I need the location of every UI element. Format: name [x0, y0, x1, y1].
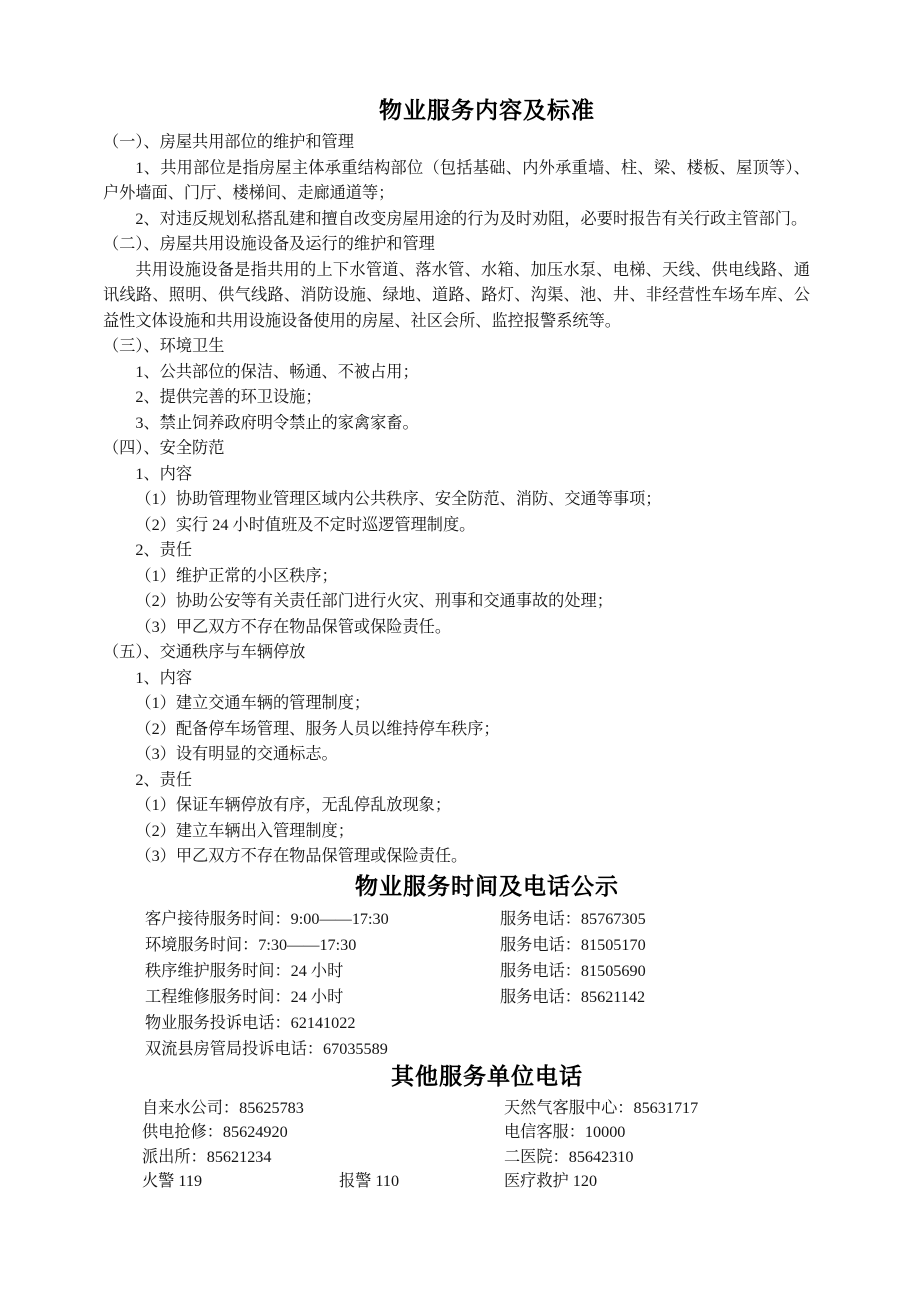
paragraph: （2）实行 24 小时值班及不定时巡逻管理制度。 [135, 515, 476, 534]
service-standards-body [103, 130, 810, 870]
paragraph: （1）保证车辆停放有序，无乱停乱放现象； [135, 796, 452, 814]
other-contacts-title: 其他服务单位电话 [391, 1062, 583, 1089]
service-hours-row [145, 930, 871, 956]
contact-text: 电信客服：10000 [504, 1123, 626, 1142]
paragraph: 3、禁止饲养政府明令禁止的家禽家畜。 [135, 413, 419, 432]
main-title: 物业服务内容及标准 [379, 97, 595, 123]
contact-text: 自来水公司：85625783 [142, 1098, 304, 1117]
service-phone-text: 服务电话：81505170 [500, 935, 646, 954]
service-hours-row [145, 1008, 871, 1034]
contact-text: 派出所：85621234 [142, 1147, 272, 1166]
service-phone-text: 服务电话：81505690 [500, 961, 646, 980]
paragraph: （2）配备停车场管理、服务人员以维持停车秩序； [135, 719, 500, 738]
paragraph: （3）设有明显的交通标志。 [135, 745, 338, 763]
contact-text: 天然气客服中心：85631717 [504, 1098, 699, 1117]
complaint-phone-text: 物业服务投诉电话：62141022 [145, 1013, 356, 1032]
paragraph: （1）协助管理物业管理区域内公共秩序、安全防范、消防、交通等事项； [135, 490, 662, 508]
paragraph: （1）维护正常的小区秩序； [135, 566, 338, 585]
service-hours-row [145, 956, 871, 982]
service-hours-row [145, 904, 871, 930]
service-time-text: 客户接待服务时间：9:00——17:30 [145, 909, 389, 928]
paragraph: 2、责任 [135, 770, 193, 789]
paragraph: 2、提供完善的环卫设施； [135, 388, 322, 406]
service-time-text: 环境服务时间：7:30——17:30 [145, 935, 357, 954]
service-time-text: 秩序维护服务时间：24 小时 [145, 961, 344, 980]
section-heading: （二）、房屋共用设施设备及运行的维护和管理 [103, 235, 435, 253]
section-heading: （三）、环境卫生 [103, 337, 225, 355]
service-hours-row [145, 982, 871, 1008]
service-hours-list [145, 904, 871, 1060]
paragraph: 1、共用部位是指房屋主体承重结构部位（包括基础、内外承重墙、柱、梁、楼板、屋顶等）、户外墙面、门厅、楼梯间、走廊通道等； [103, 158, 810, 202]
paragraph: （2）协助公安等有关责任部门进行火灾、刑事和交通事故的处理； [135, 592, 613, 610]
emergency-phone-text: 火警 119 [142, 1172, 203, 1191]
paragraph: 2、对违反规划私搭乱建和擅自改变房屋用途的行为及时劝阻，必要时报告有关行政主管部门。 [135, 209, 808, 228]
contact-row [142, 1094, 871, 1119]
contact-row [142, 1143, 871, 1168]
paragraph: （3）甲乙双方不存在物品保管理或保险责任。 [135, 847, 468, 865]
section-heading: （一）、房屋共用部位的维护和管理 [103, 133, 354, 151]
contact-row [142, 1167, 871, 1192]
other-contacts-list [142, 1094, 871, 1192]
paragraph: （3）甲乙双方不存在物品保管或保险责任。 [135, 617, 452, 636]
service-phone-text: 服务电话：85767305 [500, 909, 646, 928]
contact-text: 供电抢修：85624920 [142, 1123, 288, 1142]
paragraph: 1、内容 [135, 464, 193, 483]
paragraph: 共用设施设备是指共用的上下水管道、落水管、水箱、加压水泵、电梯、天线、供电线路、通讯线路、照明、供气线路、消防设施、绿地、道路、路灯、沟渠、池、井、非经营性车场车库、公益性文体设施和共用设施设备使用的房屋、社区会所、监控报警系统等。 [103, 260, 810, 330]
section-heading: （五）、交通秩序与车辆停放 [103, 643, 306, 661]
service-hours-row [145, 1034, 871, 1060]
paragraph: 1、公共部位的保洁、畅通、不被占用； [135, 362, 419, 381]
emergency-phone-text: 报警 110 [339, 1172, 400, 1191]
paragraph: （1）建立交通车辆的管理制度； [135, 694, 371, 712]
service-phone-text: 服务电话：85621142 [500, 987, 646, 1006]
paragraph: （2）建立车辆出入管理制度； [135, 821, 354, 840]
paragraph: 1、内容 [135, 668, 193, 687]
service-time-text: 工程维修服务时间：24 小时 [145, 987, 344, 1006]
contact-row [142, 1118, 871, 1143]
emergency-phone-text: 医疗救护 120 [504, 1172, 598, 1191]
service-hours-title: 物业服务时间及电话公示 [355, 872, 619, 899]
contact-text: 二医院：85642310 [504, 1147, 634, 1166]
complaint-phone-text: 双流县房管局投诉电话：67035589 [145, 1039, 388, 1058]
section-heading: （四）、安全防范 [103, 439, 225, 457]
paragraph: 2、责任 [135, 541, 193, 559]
